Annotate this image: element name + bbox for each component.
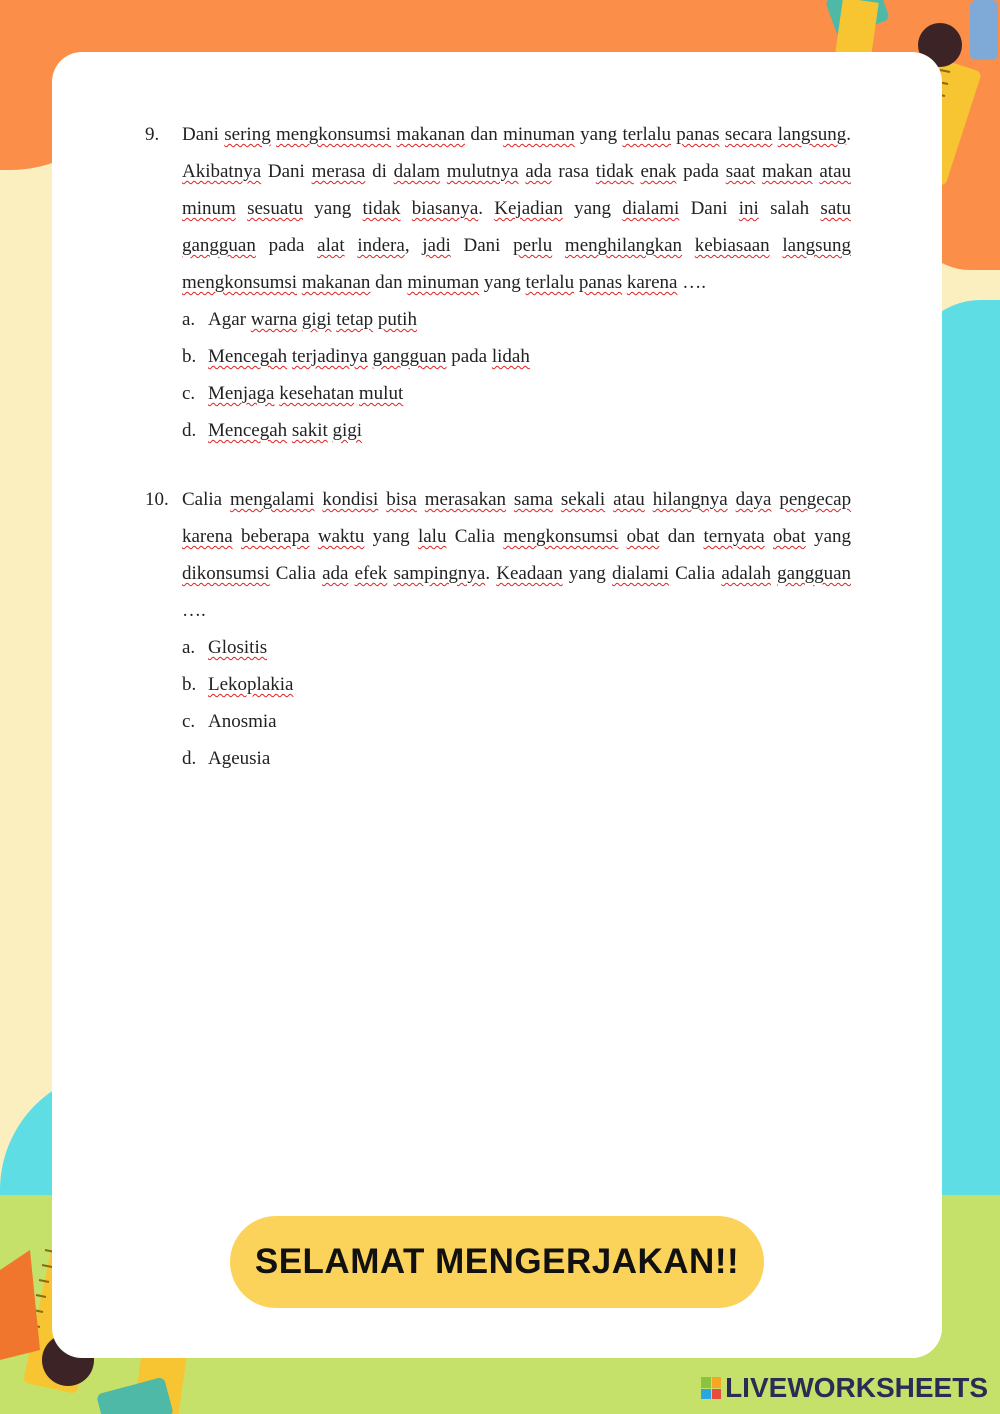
option-text [208,666,293,703]
answer-option-d[interactable] [182,412,851,449]
spellcheck-word: biasanya [411,198,479,219]
spellcheck-word: tetap [336,309,374,330]
spellcheck-word: bisa [386,489,417,510]
spellcheck-word: satu [820,198,852,219]
spellcheck-word: dialami [622,198,680,219]
spellcheck-word: gigi [332,420,363,441]
spellcheck-word: saat [725,161,756,182]
question-9 [145,116,851,449]
question-number: 10. [145,489,169,510]
answer-option-a[interactable] [182,301,851,338]
spellcheck-word: tidak [595,161,634,182]
option-text [208,375,403,412]
spellcheck-word: perlu [513,235,553,256]
spellcheck-word: sama [513,489,553,510]
answer-option-b[interactable] [182,338,851,375]
question-stem: Dani sering mengkonsumsi makanan dan minuman yang terlalu panas secara langsung. Akibatnya Dani merasa di dalam mulutnya ada rasa tidak enak pada saat makan atau minum sesuatu yang tidak biasanya. Kejadian yang dialami Dani ini salah satu gangguan pada alat indera, jadi Dani perlu menghilangkan kebiasaan langsung mengkonsumsi makanan dan minuman yang terlalu panas karena …. [182,124,852,293]
spellcheck-word: atau [613,489,645,510]
spellcheck-word: daya [735,489,772,510]
spellcheck-word: lalu [417,526,447,547]
spellcheck-word: Lekoplakia [208,674,294,695]
spellcheck-word: Kejadian [494,198,563,219]
option-text: Anosmia [208,711,277,732]
spellcheck-word: mengalami [230,489,315,510]
spellcheck-word: makanan [301,272,371,293]
question-10 [145,481,851,777]
spellcheck-word: obat [626,526,660,547]
spellcheck-word: langsung [777,124,847,145]
spellcheck-word: hilangnya [652,489,728,510]
spellcheck-word: ada [525,161,552,182]
spellcheck-word: makanan [396,124,465,145]
option-letter: a. [182,309,196,330]
spellcheck-word: mulutnya [446,161,519,182]
option-letter: a. [182,637,196,658]
liveworksheets-logo-icon [701,1377,721,1399]
spellcheck-word: merasa [311,161,366,182]
spellcheck-word: kondisi [322,489,379,510]
spellcheck-word: dalam [393,161,441,182]
spellcheck-word: gigi [301,309,332,330]
spellcheck-word: minuman [407,272,480,293]
spellcheck-word: karena [182,526,233,547]
spellcheck-word: mengkonsumsi [182,272,298,293]
spellcheck-word: lidah [491,346,530,367]
spellcheck-word: enak [640,161,677,182]
spellcheck-word: mengkonsumsi [276,124,392,145]
answer-option-c[interactable] [182,703,851,740]
spellcheck-word: merasakan [424,489,506,510]
answer-option-c[interactable] [182,375,851,412]
question-number: 9. [145,124,160,145]
option-text: Mencegah terjadinya gangguan pada lidah [208,346,530,367]
spellcheck-word: terlalu [525,272,575,293]
spellcheck-word: putih [377,309,417,330]
liveworksheets-brand[interactable] [701,1372,988,1404]
answer-options [182,301,851,449]
option-letter: c. [182,383,196,404]
spellcheck-word: Glositis [208,637,268,658]
spellcheck-word: gangguan [777,563,852,584]
spellcheck-word: sekali [560,489,606,510]
spellcheck-word: pengecap [779,489,852,510]
spellcheck-word: panas [578,272,623,293]
spellcheck-word: beberapa [240,526,310,547]
spellcheck-word: sesuatu [247,198,304,219]
spellcheck-word: waktu [317,526,365,547]
spellcheck-word: jadi [422,235,451,256]
spellcheck-word: terjadinya [291,346,368,367]
spellcheck-word: alat [317,235,345,256]
spellcheck-word: sampingnya [393,563,486,584]
option-text [208,412,362,449]
spellcheck-word: Mencegah [208,346,288,367]
spellcheck-word: minum [182,198,236,219]
spellcheck-word: ada [322,563,349,584]
spellcheck-word: Mencegah [208,420,288,441]
spellcheck-word: karena [626,272,678,293]
option-letter: c. [182,711,196,732]
spellcheck-word: Akibatnya [182,161,262,182]
spellcheck-word: adalah [721,563,771,584]
option-letter: d. [182,748,197,769]
spellcheck-word: atau [819,161,852,182]
option-text: Ageusia [208,748,271,769]
spellcheck-word: sering [224,124,271,145]
spellcheck-word: obat [773,526,806,547]
closing-banner: SELAMAT MENGERJAKAN!! [230,1216,764,1308]
spellcheck-word: menghilangkan [564,235,683,256]
spellcheck-word: panas [676,124,720,145]
spellcheck-word: tidak [362,198,401,219]
option-letter: b. [182,346,197,367]
worksheet-page [52,52,942,1358]
spellcheck-word: langsung [782,235,852,256]
spellcheck-word: sakit [291,420,328,441]
answer-option-d[interactable] [182,740,851,777]
spellcheck-word: gangguan [182,235,256,256]
spellcheck-word: mulut [358,383,404,404]
option-letter: d. [182,420,197,441]
spellcheck-word: terlalu [622,124,671,145]
option-text: Agar warna gigi tetap putih [208,309,417,330]
spellcheck-word: mengkonsumsi [503,526,619,547]
brand-name: LIVEWORKSHEETS [725,1372,988,1403]
spellcheck-word: ternyata [703,526,765,547]
answer-options [182,629,851,777]
spellcheck-word: dialami [611,563,669,584]
option-text [208,629,267,666]
spellcheck-word: indera [357,235,405,256]
spellcheck-word: dikonsumsi [182,563,270,584]
answer-option-a[interactable] [182,629,851,666]
spellcheck-word: efek [354,563,388,584]
spellcheck-word: kesehatan [279,383,355,404]
answer-option-b[interactable] [182,666,851,703]
spellcheck-word: Keadaan [496,563,563,584]
spellcheck-word: makan [761,161,813,182]
spellcheck-word: kebiasaan [694,235,770,256]
spellcheck-word: secara [724,124,773,145]
question-stem: Calia mengalami kondisi bisa merasakan sama sekali atau hilangnya daya pengecap karena beberapa waktu yang lalu Calia mengkonsumsi obat dan ternyata obat yang dikonsumsi Calia ada efek sampingnya. Keadaan yang dialami Calia adalah gangguan …. [182,489,852,621]
spellcheck-word: ini [738,198,759,219]
spellcheck-word: gangguan [372,346,447,367]
option-letter: b. [182,674,197,695]
spellcheck-word: warna [250,309,298,330]
spellcheck-word: Menjaga [208,383,275,404]
spellcheck-word: minuman [503,124,575,145]
